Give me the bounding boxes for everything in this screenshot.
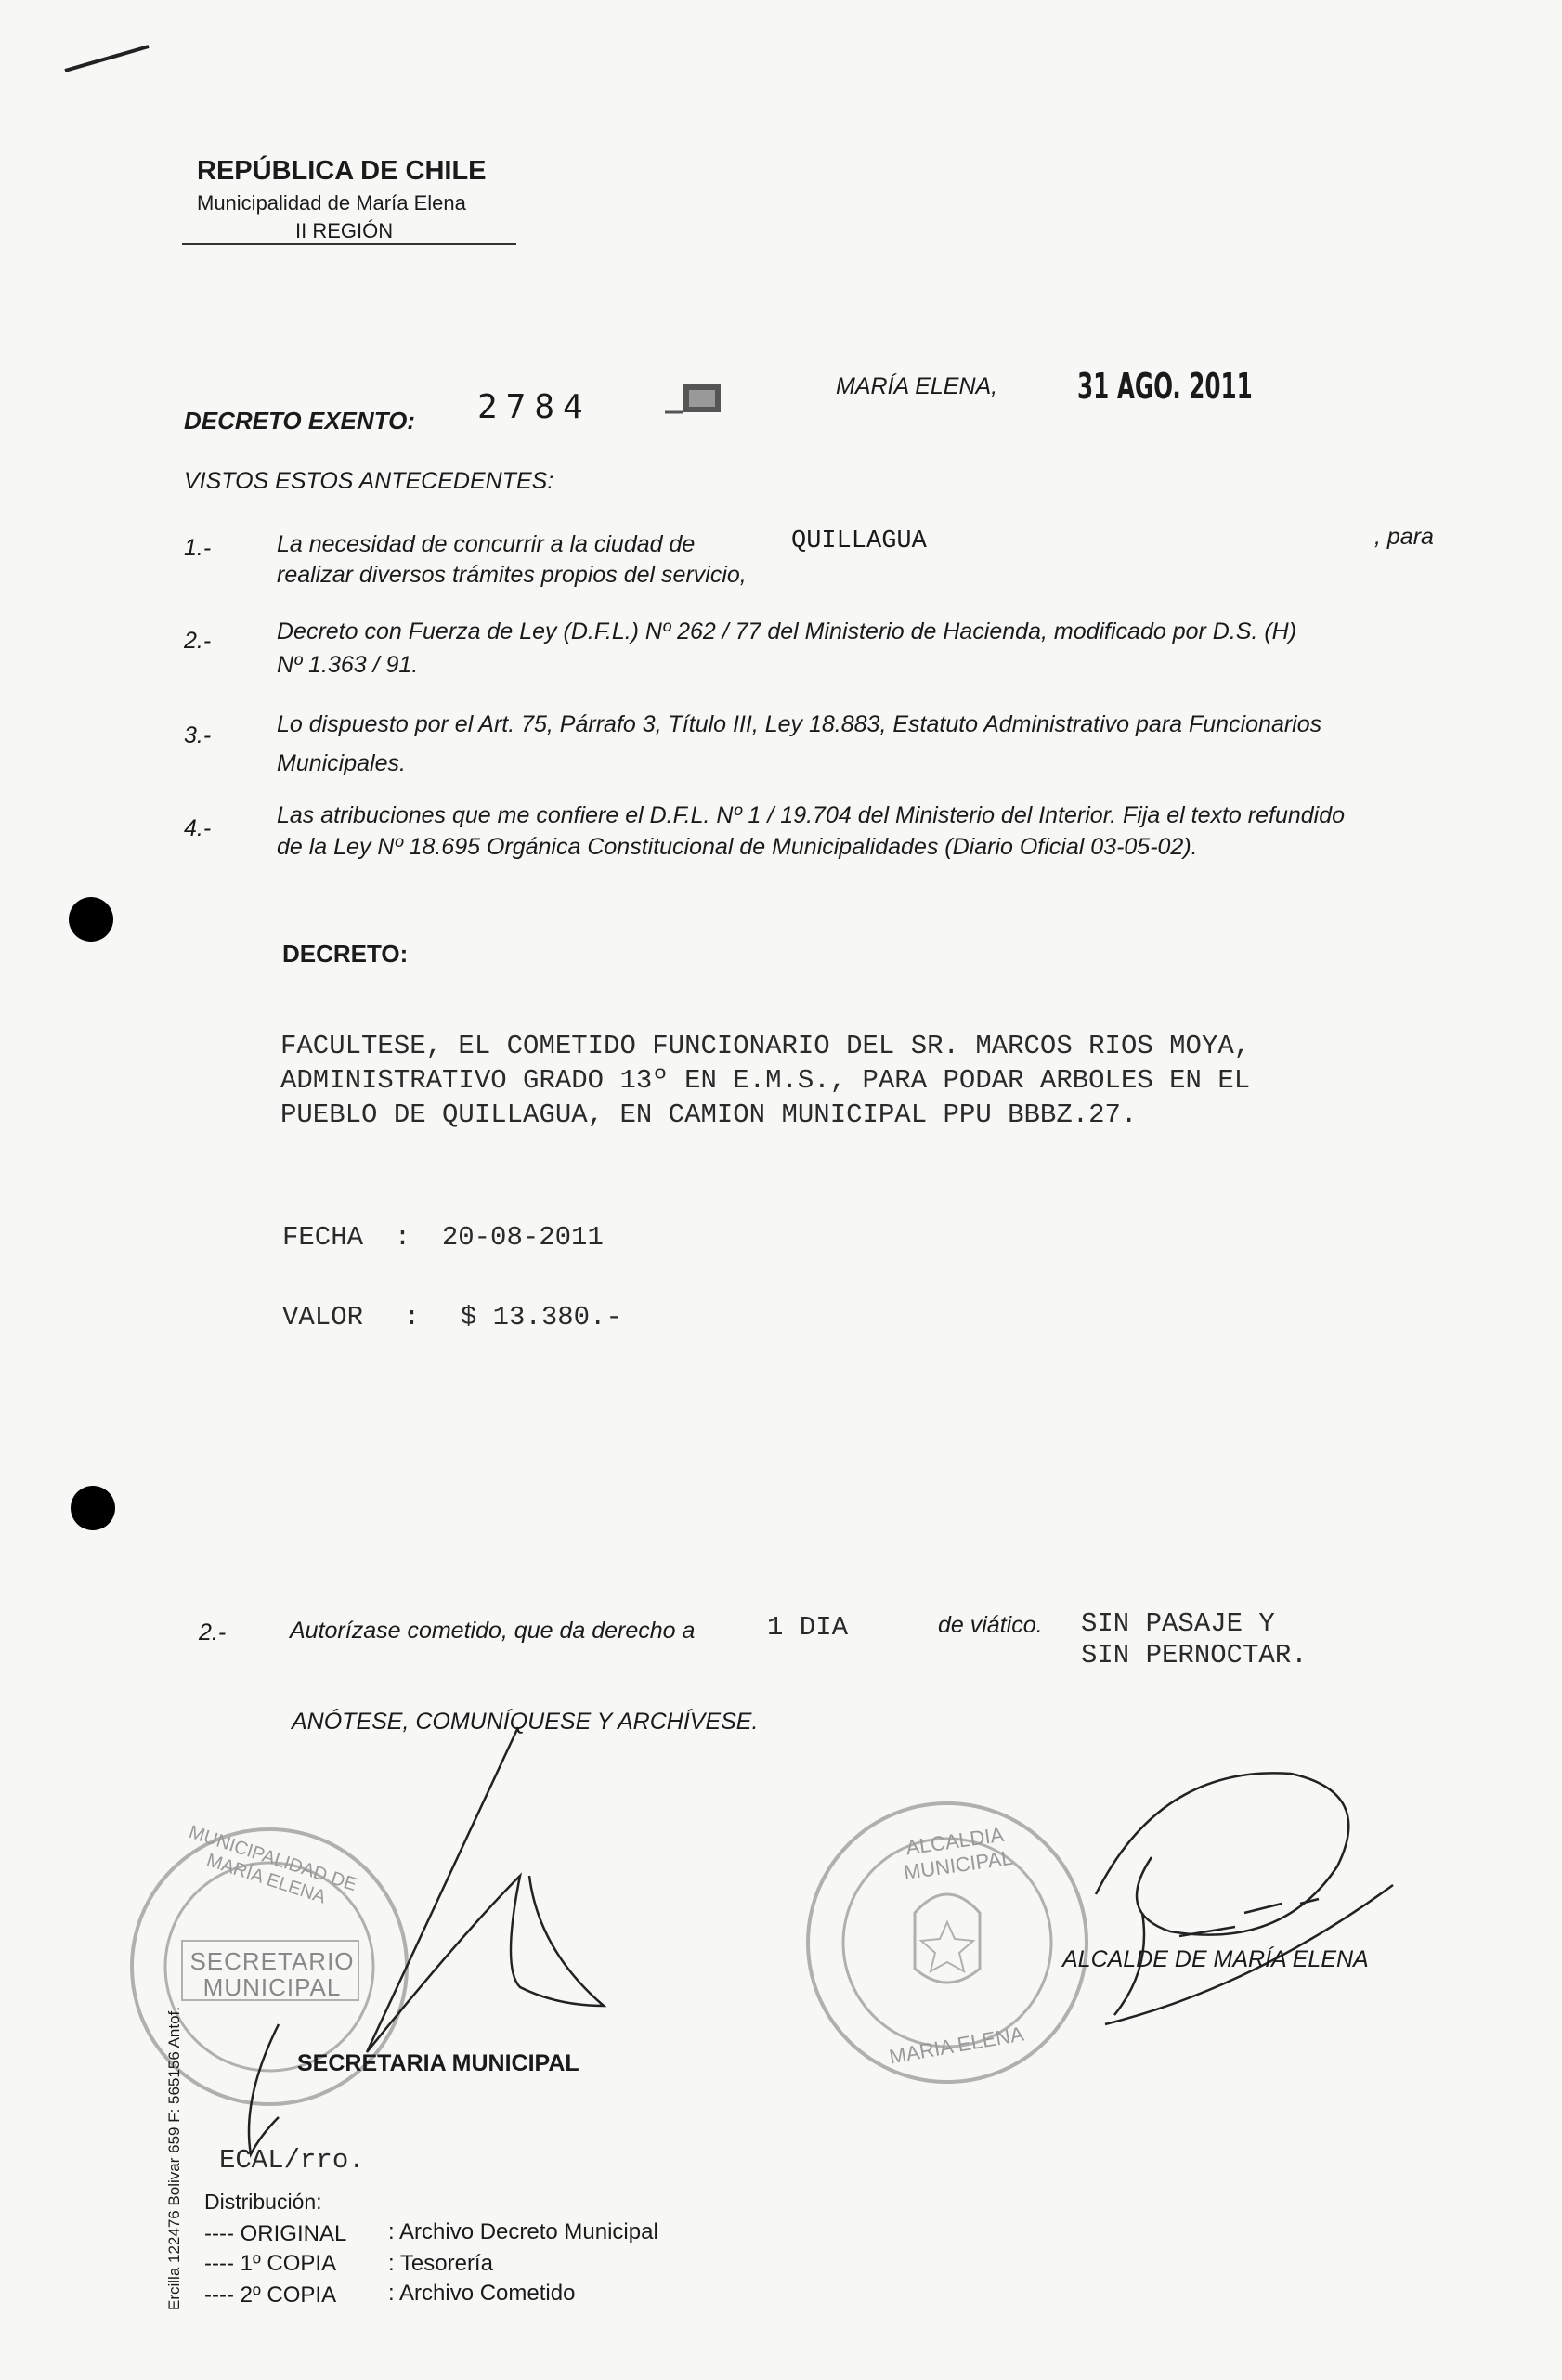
decree-date: 31 AGO. 2011 <box>1077 366 1253 407</box>
distribution-copy: ---- ORIGINAL <box>204 2221 347 2246</box>
vistos-item-text-line2: realizar diversos trámites propios del servicio, <box>277 562 747 588</box>
stamp-text-line: MUNICIPAL <box>202 1973 342 2001</box>
destination-city: QUILLAGUA <box>791 527 927 555</box>
decreto-body-line: FACULTESE, EL COMETIDO FUNCIONARIO DEL SR. MARCOS RIOS MOYA, <box>280 1031 1251 1061</box>
decreto-body-line: ADMINISTRATIVO GRADO 13º EN E.M.S., PARA PODAR ARBOLES EN EL <box>280 1065 1251 1096</box>
authorization-number: 2.- <box>199 1619 227 1645</box>
distribution-copy: ---- 2º COPIA <box>204 2282 337 2308</box>
fecha-row: FECHA : 20-08-2011 <box>282 1222 604 1253</box>
printer-side-note: Ercilla 122476 Bolivar 659 F: 565156 Antof. <box>165 2007 183 2310</box>
vistos-item-number: 4.- <box>184 815 212 841</box>
decreto-title: DECRETO: <box>282 940 409 968</box>
authorization-text: Autorízase cometido, que da derecho a <box>290 1618 696 1644</box>
typist-initials: ECAL/rro. <box>219 2145 365 2176</box>
authorization-note-line: SIN PERNOCTAR. <box>1081 1640 1308 1671</box>
alcaldia-stamp-bottom-text: MARIA ELENA <box>887 2022 1026 2069</box>
vistos-item-number: 3.- <box>184 722 212 748</box>
vistos-item-4-line1: Las atribuciones que me confiere el D.F.L. Nº 1 / 19.704 del Ministerio del Interior. Fija el texto refundido <box>277 802 1346 828</box>
punch-hole <box>71 1486 115 1530</box>
fecha-value: 20-08-2011 <box>441 1222 604 1253</box>
vistos-item-2-line1: Decreto con Fuerza de Ley (D.F.L.) Nº 262 / 77 del Ministerio de Hacienda, modificado por D.S. (H) <box>277 618 1297 644</box>
punch-hole <box>69 897 113 942</box>
decreto-body-line: PUEBLO DE QUILLAGUA, EN CAMION MUNICIPAL PPU BBBZ.27. <box>280 1099 1138 1130</box>
vistos-item-text: La necesidad de concurrir a la ciudad de <box>277 531 696 557</box>
secretario-stamp-text <box>184 1948 360 2000</box>
vistos-title: VISTOS ESTOS ANTECEDENTES: <box>184 468 554 494</box>
secretaria-signature-label: SECRETARIA MUNICIPAL <box>297 2050 579 2076</box>
country-heading: REPÚBLICA DE CHILE <box>197 156 487 186</box>
header-underline <box>182 243 516 245</box>
fecha-label: FECHA <box>282 1222 364 1253</box>
authorization-note-line: SIN PASAJE Y <box>1081 1608 1275 1639</box>
vistos-item-4-line2: de la Ley Nº 18.695 Orgánica Constitucional de Municipalidades (Diario Oficial 03-05-02). <box>277 834 1198 860</box>
vistos-item-number: 1.- <box>184 535 212 561</box>
vistos-item-3-line1: Lo dispuesto por el Art. 75, Párrafo 3, Título III, Ley 18.883, Estatuto Administrativo para Funcionarios <box>277 711 1322 737</box>
distribution-copy: ---- 1º COPIA <box>204 2251 337 2276</box>
decree-place: MARÍA ELENA, <box>836 373 998 399</box>
authorization-note <box>1081 1608 1308 1671</box>
distribution-title: Distribución: <box>204 2190 322 2214</box>
vistos-item-2-line2: Nº 1.363 / 91. <box>277 652 419 678</box>
region-name: II REGIÓN <box>295 219 394 242</box>
secretario-stamp-ring-text: MUNICIPALIDAD DE MARÍA ELENA <box>186 1821 359 1908</box>
vistos-item-text-end: , para <box>1374 524 1434 550</box>
distribution-dest: : Tesorería <box>388 2251 493 2276</box>
valor-value: $ 13.380.- <box>460 1302 622 1333</box>
alcalde-signature-label: ALCALDE DE MARÍA ELENA <box>1062 1946 1369 1972</box>
decreto-body <box>280 1029 1488 1132</box>
decree-number: 2784 <box>477 388 592 426</box>
distribution-dest: : Archivo Decreto Municipal <box>388 2219 658 2244</box>
vistos-item-3-line2: Municipales. <box>277 750 406 776</box>
decree-label: DECRETO EXENTO: <box>184 407 415 435</box>
municipality-name: Municipalidad de María Elena <box>197 191 466 215</box>
authorization-days: 1 DIA <box>767 1612 849 1643</box>
number-stamp-icon <box>665 381 730 416</box>
stamp-text-line: SECRETARIO <box>189 1947 355 1975</box>
valor-label: VALOR <box>282 1302 364 1333</box>
authorization-viatico: de viático. <box>938 1612 1043 1638</box>
closing-formula: ANÓTESE, COMUNÍQUESE Y ARCHÍVESE. <box>292 1709 759 1735</box>
valor-row: VALOR : $ 13.380.- <box>282 1302 622 1333</box>
distribution-dest: : Archivo Cometido <box>388 2281 576 2306</box>
alcaldia-stamp-top-text: ALCALDIA MUNICIPAL <box>902 1822 1014 1884</box>
vistos-item-number: 2.- <box>184 628 212 654</box>
